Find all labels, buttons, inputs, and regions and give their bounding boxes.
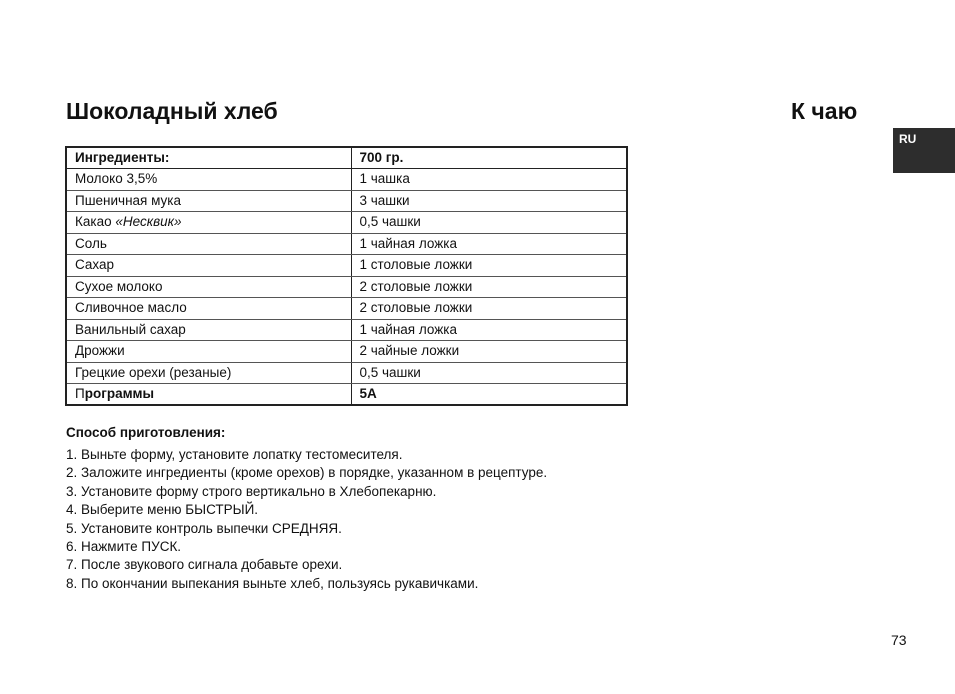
table-row <box>66 362 627 384</box>
amount-cell: 1 чашка <box>351 169 627 191</box>
table-row <box>66 298 627 320</box>
table-row <box>66 276 627 298</box>
amount-cell: 1 столовые ложки <box>351 255 627 277</box>
programs-value: 5A <box>351 384 627 406</box>
table-row <box>66 169 627 191</box>
table-row <box>66 319 627 341</box>
page-title: Шоколадный хлеб <box>66 98 278 124</box>
method-step: 5. Установите контроль выпечки СРЕДНЯЯ. <box>66 520 342 536</box>
method-step: 6. Нажмите ПУСК. <box>66 539 182 555</box>
amount-cell: 0,5 чашки <box>351 212 627 234</box>
language-tab: RU <box>893 128 955 173</box>
programs-label-initial: П <box>75 386 85 401</box>
amount-cell: 3 чашки <box>351 190 627 212</box>
table-header-row <box>66 147 627 169</box>
method-steps <box>66 446 547 593</box>
ingredient-cell <box>66 212 351 234</box>
method-step: 8. По окончании выпекания выньте хлеб, пользуясь рукавичками. <box>66 575 479 591</box>
amount-header: 700 гр. <box>351 147 627 169</box>
ingredient-cell: Молоко 3,5% <box>66 169 351 191</box>
ingredients-table <box>65 146 628 406</box>
amount-cell: 1 чайная ложка <box>351 319 627 341</box>
ingredient-cell: Грецкие орехи (резаные) <box>66 362 351 384</box>
brand-name: «Несквик» <box>115 214 182 230</box>
table-row <box>66 212 627 234</box>
amount-cell: 2 столовые ложки <box>351 276 627 298</box>
amount-cell: 2 столовые ложки <box>351 298 627 320</box>
ingredient-cell: Сливочное масло <box>66 298 351 320</box>
method-heading: Способ приготовления: <box>66 425 226 440</box>
ingredient-cell: Сахар <box>66 255 351 277</box>
table-row <box>66 233 627 255</box>
ingredient-cell: Ванильный сахар <box>66 319 351 341</box>
page-number: 73 <box>891 632 907 648</box>
ingredient-cell: Соль <box>66 233 351 255</box>
amount-cell: 1 чайная ложка <box>351 233 627 255</box>
ingredients-header: Ингредиенты: <box>66 147 351 169</box>
ingredient-cell: Пшеничная мука <box>66 190 351 212</box>
method-step: 1. Выньте форму, установите лопатку тестомесителя. <box>66 447 403 462</box>
amount-cell: 2 чайные ложки <box>351 341 627 363</box>
method-step: 7. После звукового сигнала добавьте орехи. <box>66 557 343 573</box>
amount-cell: 0,5 чашки <box>351 362 627 384</box>
table-row <box>66 341 627 363</box>
programs-row <box>66 384 627 406</box>
table-row <box>66 190 627 212</box>
ingredient-cell: Дрожжи <box>66 341 351 363</box>
method-step: 4. Выберите меню БЫСТРЫЙ. <box>66 502 259 518</box>
ingredient-cell: Сухое молоко <box>66 276 351 298</box>
method-step: 2. Заложите ингредиенты (кроме орехов) в порядке, указанном в рецептуре. <box>66 465 548 481</box>
recipe-category: К чаю <box>791 98 858 124</box>
programs-label-rest: рограммы <box>84 386 155 401</box>
ingredient-name: Какао <box>75 214 116 230</box>
programs-label <box>66 384 351 406</box>
table-row <box>66 255 627 277</box>
method-step: 3. Установите форму строго вертикально в Хлебопекарню. <box>66 483 437 499</box>
